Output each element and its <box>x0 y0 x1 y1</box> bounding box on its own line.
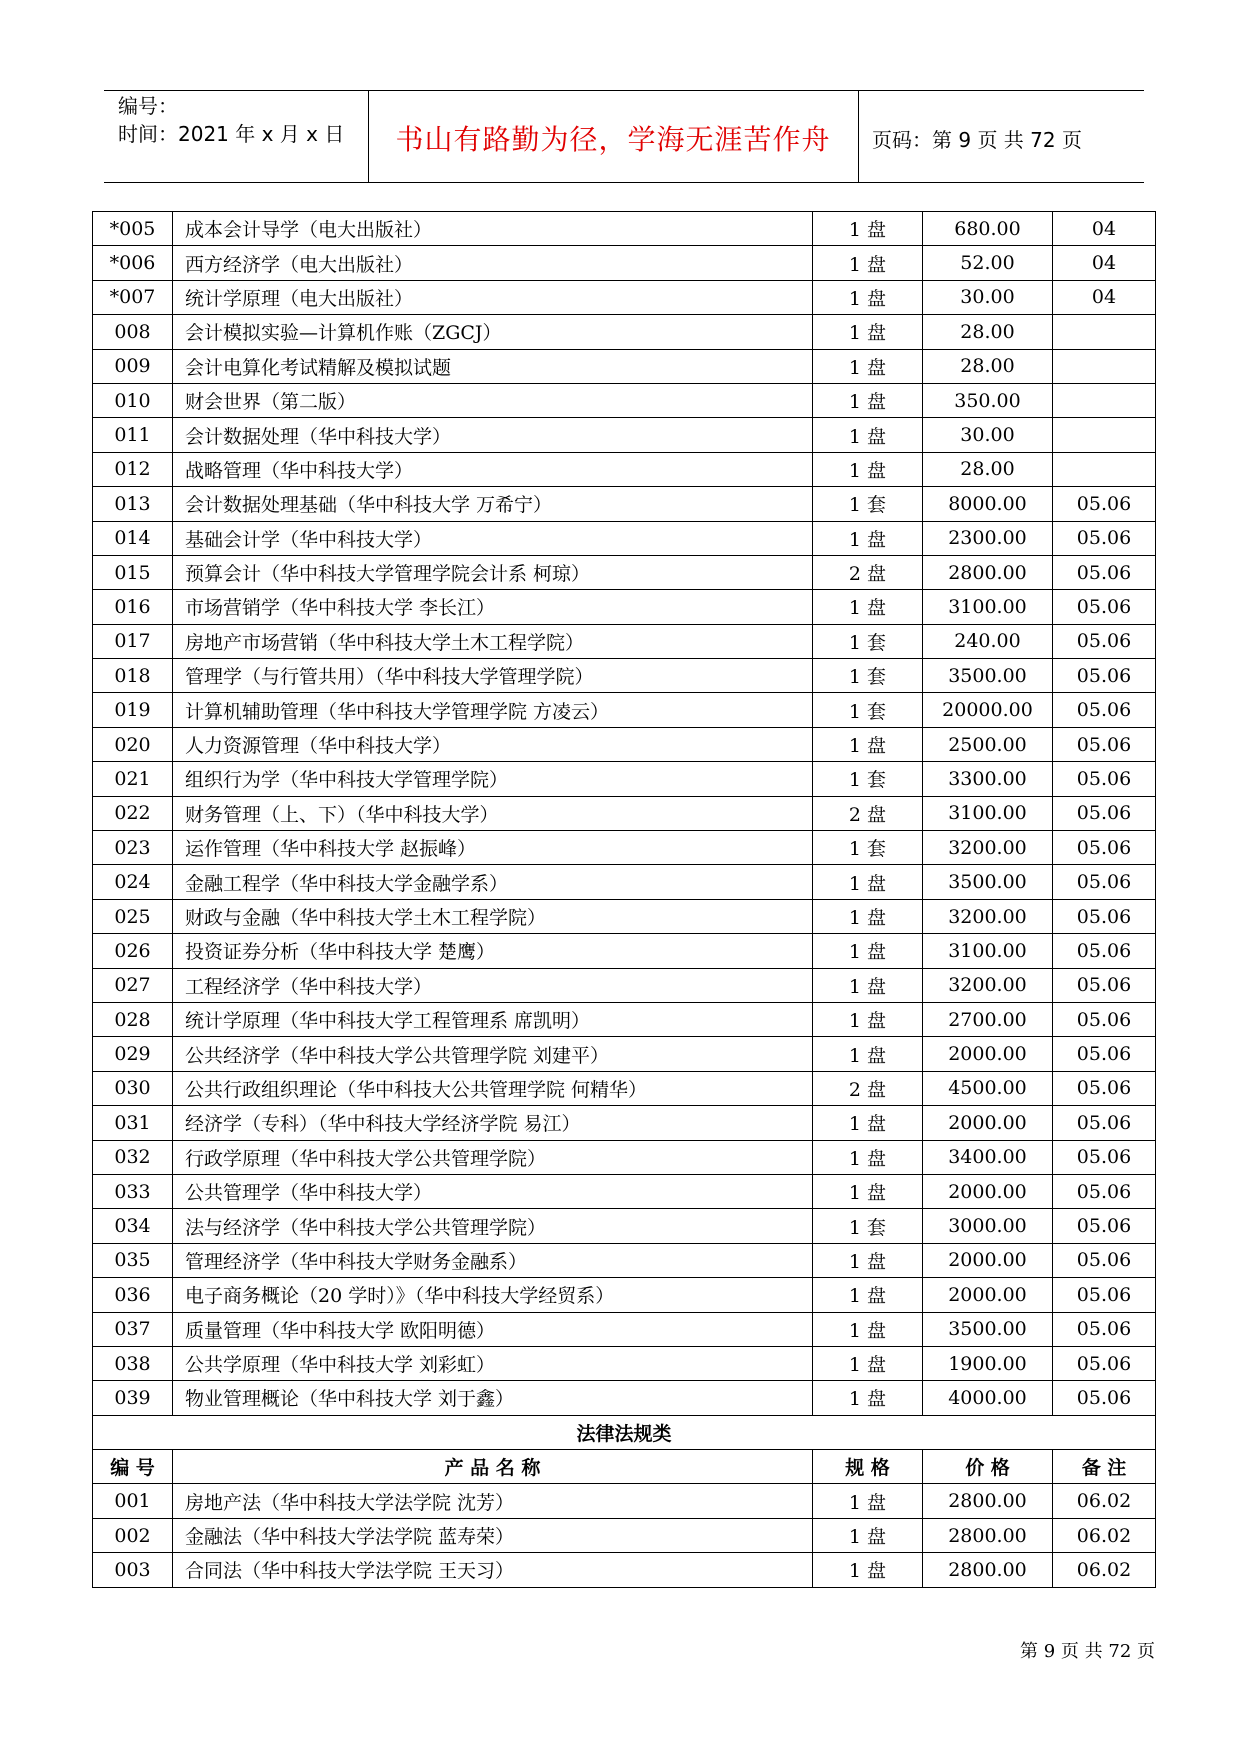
cell-price: 2800.00 <box>923 1484 1053 1518</box>
cell-code: 034 <box>93 1209 173 1243</box>
cell-code: 010 <box>93 383 173 417</box>
table-row <box>93 1484 1156 1518</box>
table-row <box>93 1002 1156 1036</box>
column-header-price: 价 格 <box>923 1450 1053 1484</box>
cell-note: 05.06 <box>1053 1002 1156 1036</box>
table-row <box>93 555 1156 589</box>
cell-note: 05.06 <box>1053 1312 1156 1346</box>
table-row <box>93 1106 1156 1140</box>
cell-price: 2800.00 <box>923 1518 1053 1552</box>
table-row <box>93 831 1156 865</box>
cell-price: 3500.00 <box>923 1312 1053 1346</box>
cell-note: 05.06 <box>1053 1346 1156 1380</box>
cell-price: 1900.00 <box>923 1346 1053 1380</box>
cell-code: 039 <box>93 1381 173 1415</box>
header-bottom-rule <box>104 182 1144 183</box>
cell-note: 05.06 <box>1053 693 1156 727</box>
cell-spec: 1 盘 <box>813 1106 923 1140</box>
cell-note: 05.06 <box>1053 555 1156 589</box>
cell-spec: 1 套 <box>813 659 923 693</box>
cell-name: 战略管理（华中科技大学） <box>173 452 813 486</box>
cell-note: 05.06 <box>1053 831 1156 865</box>
cell-name: 房地产市场营销（华中科技大学土木工程学院） <box>173 624 813 658</box>
cell-spec: 2 盘 <box>813 796 923 830</box>
cell-price: 2300.00 <box>923 521 1053 555</box>
cell-price: 3200.00 <box>923 831 1053 865</box>
cell-note <box>1053 349 1156 383</box>
column-header-row <box>93 1450 1156 1484</box>
cell-price: 3200.00 <box>923 899 1053 933</box>
cell-price: 350.00 <box>923 383 1053 417</box>
cell-name: 房地产法（华中科技大学法学院 沈芳） <box>173 1484 813 1518</box>
table-row <box>93 934 1156 968</box>
cell-price: 3100.00 <box>923 590 1053 624</box>
cell-price: 30.00 <box>923 418 1053 452</box>
cell-name: 财会世界（第二版） <box>173 383 813 417</box>
cell-spec: 1 盘 <box>813 1484 923 1518</box>
cell-name: 统计学原理（华中科技大学工程管理系 席凯明） <box>173 1002 813 1036</box>
cell-name: 预算会计（华中科技大学管理学院会计系 柯琼） <box>173 555 813 589</box>
cell-name: 组织行为学（华中科技大学管理学院） <box>173 762 813 796</box>
cell-price: 2500.00 <box>923 727 1053 761</box>
cell-name: 物业管理概论（华中科技大学 刘于鑫） <box>173 1381 813 1415</box>
cell-price: 28.00 <box>923 452 1053 486</box>
table-row <box>93 1209 1156 1243</box>
cell-code: 033 <box>93 1174 173 1208</box>
column-header-code: 编 号 <box>93 1450 173 1484</box>
cell-name: 会计模拟实验—计算机作账（ZGCJ） <box>173 315 813 349</box>
cell-code: 030 <box>93 1071 173 1105</box>
cell-price: 3100.00 <box>923 934 1053 968</box>
cell-name: 质量管理（华中科技大学 欧阳明德） <box>173 1312 813 1346</box>
cell-code: 020 <box>93 727 173 761</box>
cell-spec: 1 盘 <box>813 349 923 383</box>
cell-price: 2800.00 <box>923 555 1053 589</box>
table-row <box>93 418 1156 452</box>
cell-price: 3400.00 <box>923 1140 1053 1174</box>
table-row <box>93 865 1156 899</box>
cell-name: 会计电算化考试精解及模拟试题 <box>173 349 813 383</box>
table-row <box>93 968 1156 1002</box>
cell-price: 8000.00 <box>923 487 1053 521</box>
cell-spec: 1 盘 <box>813 383 923 417</box>
cell-price: 2000.00 <box>923 1278 1053 1312</box>
cell-code: 038 <box>93 1346 173 1380</box>
cell-code: 025 <box>93 899 173 933</box>
table-row <box>93 1174 1156 1208</box>
header-number-label: 编号： <box>118 94 178 118</box>
section-title-row <box>93 1415 1156 1449</box>
table-row <box>93 487 1156 521</box>
cell-name: 电子商务概论（20 学时）》（华中科技大学经贸系） <box>173 1278 813 1312</box>
cell-note: 05.06 <box>1053 865 1156 899</box>
cell-spec: 1 盘 <box>813 727 923 761</box>
cell-name: 成本会计导学（电大出版社） <box>173 212 813 246</box>
cell-note: 04 <box>1053 212 1156 246</box>
cell-spec: 1 盘 <box>813 1518 923 1552</box>
cell-code: *006 <box>93 246 173 280</box>
cell-note <box>1053 418 1156 452</box>
table-row <box>93 1553 1156 1587</box>
cell-code: 018 <box>93 659 173 693</box>
cell-code: 019 <box>93 693 173 727</box>
table-row <box>93 1346 1156 1380</box>
cell-code: 015 <box>93 555 173 589</box>
cell-code: 035 <box>93 1243 173 1277</box>
table-row <box>93 899 1156 933</box>
cell-note: 05.06 <box>1053 1106 1156 1140</box>
cell-name: 统计学原理（电大出版社） <box>173 280 813 314</box>
cell-spec: 1 盘 <box>813 246 923 280</box>
cell-code: 029 <box>93 1037 173 1071</box>
cell-note: 05.06 <box>1053 1209 1156 1243</box>
cell-code: 027 <box>93 968 173 1002</box>
cell-note: 05.06 <box>1053 968 1156 1002</box>
cell-note: 05.06 <box>1053 762 1156 796</box>
cell-name: 公共经济学（华中科技大学公共管理学院 刘建平） <box>173 1037 813 1071</box>
cell-note: 05.06 <box>1053 1243 1156 1277</box>
cell-price: 28.00 <box>923 349 1053 383</box>
cell-note: 06.02 <box>1053 1553 1156 1587</box>
cell-price: 3100.00 <box>923 796 1053 830</box>
cell-name: 投资证券分析（华中科技大学 楚鹰） <box>173 934 813 968</box>
cell-code: 014 <box>93 521 173 555</box>
cell-spec: 1 盘 <box>813 1381 923 1415</box>
cell-name: 合同法（华中科技大学法学院 王天习） <box>173 1553 813 1587</box>
cell-spec: 1 盘 <box>813 934 923 968</box>
cell-name: 人力资源管理（华中科技大学） <box>173 727 813 761</box>
cell-spec: 1 盘 <box>813 452 923 486</box>
table-row <box>93 693 1156 727</box>
header-top-rule <box>104 90 1144 91</box>
table-row <box>93 1071 1156 1105</box>
cell-name: 计算机辅助管理（华中科技大学管理学院 方凌云） <box>173 693 813 727</box>
table-row <box>93 383 1156 417</box>
cell-note: 05.06 <box>1053 521 1156 555</box>
cell-price: 28.00 <box>923 315 1053 349</box>
cell-code: 002 <box>93 1518 173 1552</box>
cell-code: 028 <box>93 1002 173 1036</box>
table-row <box>93 1037 1156 1071</box>
cell-code: 037 <box>93 1312 173 1346</box>
cell-spec: 1 盘 <box>813 521 923 555</box>
cell-price: 3500.00 <box>923 865 1053 899</box>
cell-note: 05.06 <box>1053 1381 1156 1415</box>
cell-price: 2700.00 <box>923 1002 1053 1036</box>
cell-name: 管理经济学（华中科技大学财务金融系） <box>173 1243 813 1277</box>
page-footer: 第 9 页 共 72 页 <box>1020 1641 1155 1662</box>
cell-code: 009 <box>93 349 173 383</box>
table-row <box>93 1312 1156 1346</box>
cell-spec: 1 盘 <box>813 1346 923 1380</box>
cell-note: 06.02 <box>1053 1484 1156 1518</box>
cell-spec: 1 盘 <box>813 899 923 933</box>
cell-note: 05.06 <box>1053 934 1156 968</box>
cell-price: 2000.00 <box>923 1106 1053 1140</box>
cell-spec: 1 盘 <box>813 590 923 624</box>
cell-spec: 2 盘 <box>813 1071 923 1105</box>
table-row <box>93 521 1156 555</box>
cell-code: 008 <box>93 315 173 349</box>
cell-name: 行政学原理（华中科技大学公共管理学院） <box>173 1140 813 1174</box>
cell-code: 013 <box>93 487 173 521</box>
table-row <box>93 624 1156 658</box>
cell-note: 05.06 <box>1053 899 1156 933</box>
cell-note: 05.06 <box>1053 1174 1156 1208</box>
table-row <box>93 246 1156 280</box>
cell-price: 2000.00 <box>923 1174 1053 1208</box>
cell-note: 05.06 <box>1053 624 1156 658</box>
cell-code: 001 <box>93 1484 173 1518</box>
cell-spec: 1 盘 <box>813 968 923 1002</box>
table-row <box>93 315 1156 349</box>
cell-name: 会计数据处理基础（华中科技大学 万希宁） <box>173 487 813 521</box>
cell-price: 680.00 <box>923 212 1053 246</box>
cell-spec: 1 盘 <box>813 280 923 314</box>
cell-note: 06.02 <box>1053 1518 1156 1552</box>
table-row <box>93 659 1156 693</box>
cell-name: 管理学（与行管共用）（华中科技大学管理学院） <box>173 659 813 693</box>
header-meta <box>118 92 344 148</box>
cell-price: 52.00 <box>923 246 1053 280</box>
cell-price: 2000.00 <box>923 1037 1053 1071</box>
table-row <box>93 762 1156 796</box>
header-motto: 书山有路勤为径，学海无涯苦作舟 <box>395 123 831 156</box>
cell-spec: 1 盘 <box>813 212 923 246</box>
cell-name: 法与经济学（华中科技大学公共管理学院） <box>173 1209 813 1243</box>
cell-price: 4000.00 <box>923 1381 1053 1415</box>
cell-code: 017 <box>93 624 173 658</box>
cell-spec: 1 盘 <box>813 418 923 452</box>
cell-note: 05.06 <box>1053 1278 1156 1312</box>
cell-name: 市场营销学（华中科技大学 李长江） <box>173 590 813 624</box>
cell-spec: 1 套 <box>813 487 923 521</box>
table-row <box>93 590 1156 624</box>
cell-spec: 1 盘 <box>813 315 923 349</box>
column-header-spec: 规 格 <box>813 1450 923 1484</box>
cell-name: 公共管理学（华中科技大学） <box>173 1174 813 1208</box>
cell-note <box>1053 315 1156 349</box>
cell-spec: 1 套 <box>813 762 923 796</box>
cell-price: 3000.00 <box>923 1209 1053 1243</box>
cell-note: 05.06 <box>1053 1140 1156 1174</box>
cell-spec: 1 盘 <box>813 1174 923 1208</box>
table-row <box>93 1518 1156 1552</box>
cell-name: 财政与金融（华中科技大学土木工程学院） <box>173 899 813 933</box>
cell-note <box>1053 383 1156 417</box>
cell-spec: 1 套 <box>813 624 923 658</box>
cell-note: 05.06 <box>1053 590 1156 624</box>
section-title: 法律法规类 <box>93 1415 1156 1449</box>
cell-price: 20000.00 <box>923 693 1053 727</box>
cell-spec: 1 盘 <box>813 1243 923 1277</box>
column-header-name: 产 品 名 称 <box>173 1450 813 1484</box>
cell-code: 011 <box>93 418 173 452</box>
cell-code: *005 <box>93 212 173 246</box>
cell-note: 05.06 <box>1053 659 1156 693</box>
product-table <box>92 211 1156 1588</box>
cell-note: 04 <box>1053 246 1156 280</box>
cell-code: 024 <box>93 865 173 899</box>
cell-spec: 1 盘 <box>813 1002 923 1036</box>
table-row <box>93 1140 1156 1174</box>
cell-code: 012 <box>93 452 173 486</box>
cell-code: 021 <box>93 762 173 796</box>
cell-spec: 1 盘 <box>813 1140 923 1174</box>
cell-name: 基础会计学（华中科技大学） <box>173 521 813 555</box>
table-row <box>93 727 1156 761</box>
cell-name: 工程经济学（华中科技大学） <box>173 968 813 1002</box>
product-table-body <box>93 212 1156 1588</box>
table-row <box>93 1278 1156 1312</box>
cell-code: 016 <box>93 590 173 624</box>
cell-price: 3500.00 <box>923 659 1053 693</box>
cell-spec: 1 套 <box>813 831 923 865</box>
cell-note <box>1053 452 1156 486</box>
cell-spec: 1 盘 <box>813 1553 923 1587</box>
cell-spec: 1 套 <box>813 693 923 727</box>
cell-price: 3300.00 <box>923 762 1053 796</box>
header-time-label: 时间：2021 年 x 月 x 日 <box>118 122 345 146</box>
cell-note: 05.06 <box>1053 1037 1156 1071</box>
cell-name: 金融工程学（华中科技大学金融学系） <box>173 865 813 899</box>
cell-code: 031 <box>93 1106 173 1140</box>
cell-code: 036 <box>93 1278 173 1312</box>
cell-spec: 2 盘 <box>813 555 923 589</box>
cell-price: 240.00 <box>923 624 1053 658</box>
cell-name: 公共行政组织理论（华中科技大公共管理学院 何精华） <box>173 1071 813 1105</box>
table-row <box>93 1243 1156 1277</box>
cell-price: 2000.00 <box>923 1243 1053 1277</box>
cell-spec: 1 盘 <box>813 865 923 899</box>
cell-note: 05.06 <box>1053 796 1156 830</box>
cell-note: 05.06 <box>1053 727 1156 761</box>
column-header-note: 备 注 <box>1053 1450 1156 1484</box>
cell-code: 026 <box>93 934 173 968</box>
cell-spec: 1 盘 <box>813 1312 923 1346</box>
cell-code: 003 <box>93 1553 173 1587</box>
cell-note: 05.06 <box>1053 487 1156 521</box>
cell-spec: 1 盘 <box>813 1037 923 1071</box>
table-row <box>93 349 1156 383</box>
cell-code: *007 <box>93 280 173 314</box>
cell-spec: 1 套 <box>813 1209 923 1243</box>
cell-code: 023 <box>93 831 173 865</box>
cell-code: 022 <box>93 796 173 830</box>
cell-name: 会计数据处理（华中科技大学） <box>173 418 813 452</box>
cell-name: 西方经济学（电大出版社） <box>173 246 813 280</box>
cell-note: 05.06 <box>1053 1071 1156 1105</box>
table-row <box>93 796 1156 830</box>
table-row <box>93 280 1156 314</box>
cell-name: 经济学（专科）（华中科技大学经济学院 易江） <box>173 1106 813 1140</box>
cell-price: 30.00 <box>923 280 1053 314</box>
cell-price: 2800.00 <box>923 1553 1053 1587</box>
cell-name: 财务管理（上、下）（华中科技大学） <box>173 796 813 830</box>
header-divider-right <box>858 90 859 182</box>
cell-name: 运作管理（华中科技大学 赵振峰） <box>173 831 813 865</box>
cell-spec: 1 盘 <box>813 1278 923 1312</box>
cell-price: 4500.00 <box>923 1071 1053 1105</box>
table-row <box>93 452 1156 486</box>
cell-name: 金融法（华中科技大学法学院 蓝寿荣） <box>173 1518 813 1552</box>
table-row <box>93 1381 1156 1415</box>
cell-price: 3200.00 <box>923 968 1053 1002</box>
cell-code: 032 <box>93 1140 173 1174</box>
header-page-label: 页码：第 9 页 共 72 页 <box>872 128 1082 152</box>
cell-note: 04 <box>1053 280 1156 314</box>
table-row <box>93 212 1156 246</box>
cell-name: 公共学原理（华中科技大学 刘彩虹） <box>173 1346 813 1380</box>
